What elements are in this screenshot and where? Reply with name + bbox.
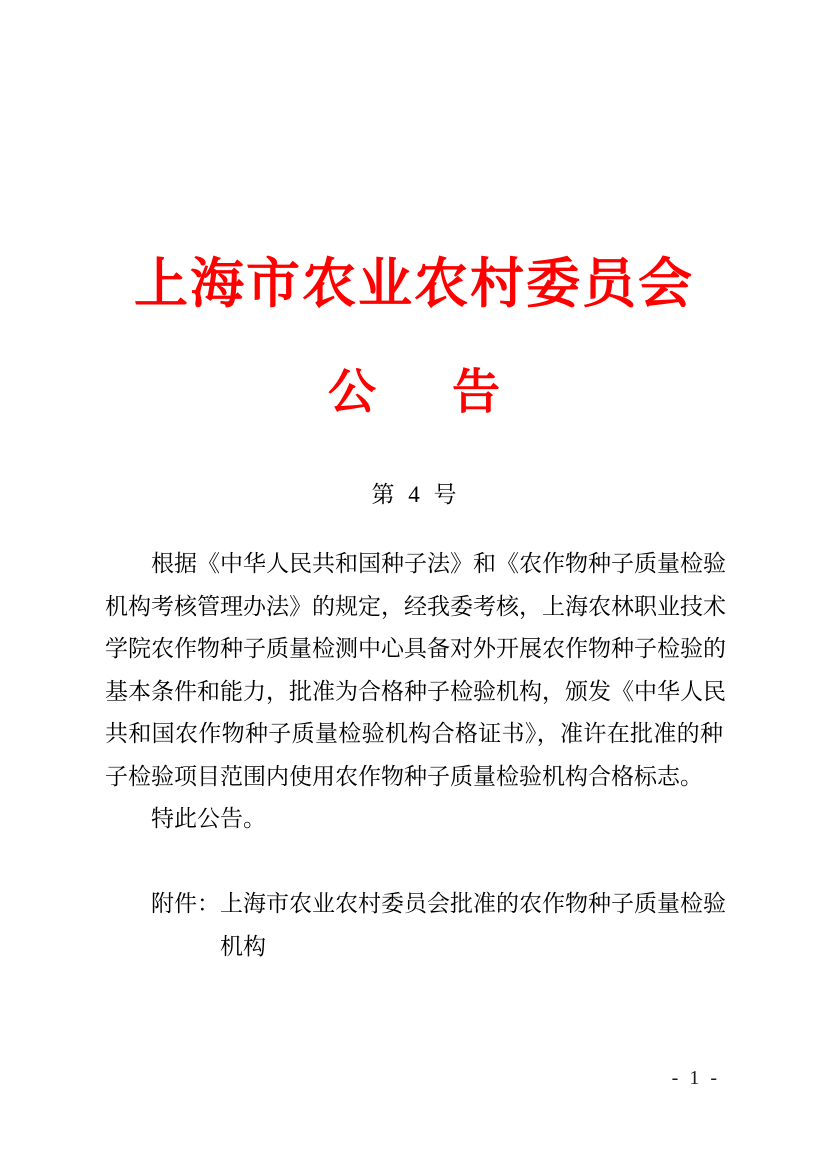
attachment-label: 附件： [151,891,220,916]
attachment-line-1: 上海市农业农村委员会批准的农作物种子质量检验 [220,891,726,916]
body-line-1: 根据《中华人民共和国种子法》和《农作物种子质量检验 [151,551,726,576]
attachment-block [105,883,726,968]
closing-line: 特此公告。 [151,806,266,831]
body-line-4: 基本条件和能力，批准为合格种子检验机构，颁发《中华人民 [105,678,726,704]
body-line-6: 子检验项目范围内使用农作物种子质量检验机构合格标志。 [105,763,703,789]
issue-number: 第 4 号 [371,482,457,507]
attachment-line-2: 机构 [220,933,266,959]
announcement-char-1: 公 [327,366,376,419]
body-paragraph [105,543,726,968]
announcement-heading [105,368,723,418]
announcement-char-2: 告 [452,366,501,419]
page-number: - 1 - [671,1067,720,1089]
body-line-5: 共和国农作物种子质量检验机构合格证书》，准许在批准的种 [105,721,723,746]
body-line-2: 机构考核管理办法》的规定，经我委考核，上海农林职业技术 [105,593,726,619]
organization-title: 上海市农业农村委员会 [134,254,694,314]
body-line-3: 学院农作物种子质量检测中心具备对外开展农作物种子检验的 [105,636,726,661]
